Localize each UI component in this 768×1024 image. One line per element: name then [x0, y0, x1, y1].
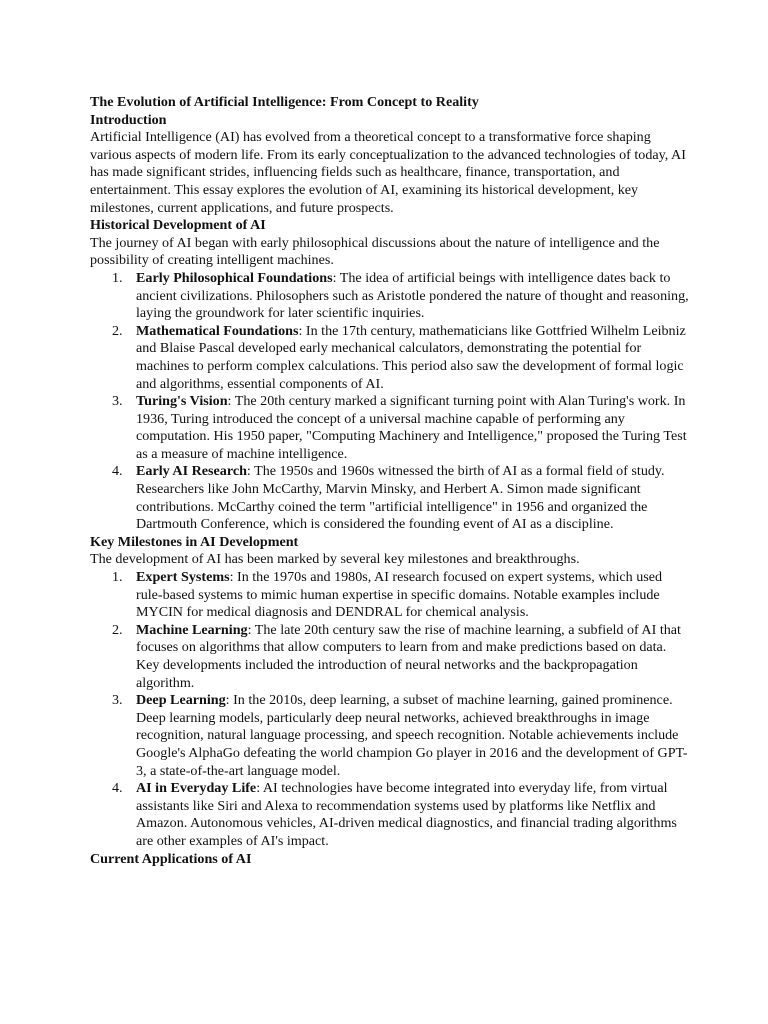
list-item-term: Expert Systems [136, 569, 230, 586]
list-item-text: : The 20th century marked a significant turning point with Alan Turing's work. In 1936, Turing introduced the concept of a universal machine capable of performing any computation. His 1950 paper, "Computing Machinery and Intelligence," proposed the Turing Test as a measure of machine intelligence. [136, 393, 687, 462]
list-item-text: : In the 17th century, mathematicians like Gottfried Wilhelm Leibniz and Blaise Pascal developed early mechanical calculators, demonstrating the potential for machines to perform complex calculations. This period also saw the development of formal logic and algorithms, essential components of AI. [136, 322, 686, 392]
list-item-text: : In the 1970s and 1980s, AI research focused on expert systems, which used rule-based systems to mimic human expertise in specific domains. Notable examples include MYCIN for medical diagnosis and DENDRAL for chemical analysis. [136, 569, 663, 621]
section-heading: Historical Development of AI [90, 217, 266, 234]
list-item [90, 270, 690, 323]
list-item-number: 2. [112, 621, 123, 638]
list-item-number: 1. [112, 569, 123, 586]
list-item-term: AI in Everyday Life [136, 780, 257, 797]
list-item [90, 393, 690, 463]
section-heading: Introduction [90, 111, 167, 128]
section-paragraph: The journey of AI began with early philosophical discussions about the nature of intelligence and the possibility of creating intelligent machines. [90, 234, 660, 269]
document-page [90, 94, 690, 868]
list-item-term: Deep Learning [136, 692, 226, 709]
section-heading: Key Milestones in AI Development [90, 533, 299, 550]
list-item [90, 692, 690, 780]
list-item-term: Mathematical Foundations [136, 322, 299, 339]
list-item-number: 3. [112, 692, 123, 709]
list-item [90, 780, 690, 850]
list-item-number: 4. [112, 463, 123, 480]
list-item [90, 569, 690, 622]
list-item-text: : The late 20th century saw the rise of machine learning, a subfield of AI that focuses on algorithms that allow computers to learn from and make predictions based on data. Key developments included the introduction of neural networks and the backpropagation algorithm. [136, 621, 681, 691]
list-item-text: : In the 2010s, deep learning, a subset of machine learning, gained prominence. Deep learning models, particularly deep neural networks, achieved breakthroughs in image recognition, natural language processing, and speech recognition. Notable achievements include Google's AlphaGo defeating the world champion Go player in 2016 and the development of GPT-3, a state-of-the-art language model. [136, 692, 688, 779]
list-item-term: Early AI Research [136, 463, 247, 480]
section-heading: Current Applications of AI [90, 850, 252, 867]
numbered-list [90, 270, 690, 534]
list-item-number: 4. [112, 780, 123, 797]
document-title: The Evolution of Artificial Intelligence: From Concept to Reality [90, 94, 479, 110]
list-item-number: 3. [112, 393, 123, 410]
list-item-number: 1. [112, 269, 123, 286]
list-item-term: Turing's Vision [136, 393, 228, 410]
list-item-term: Machine Learning [136, 621, 248, 638]
list-item [90, 463, 690, 533]
list-item-text: : The idea of artificial beings with intelligence dates back to ancient civilizations. Philosophers such as Aristotle pondered the nature of thought and reasoning, laying the groundwork for later scientific inquiries. [136, 269, 689, 322]
list-item-text: : The 1950s and 1960s witnessed the birth of AI as a formal field of study. Researchers like John McCarthy, Marvin Minsky, and Herbert A. Simon made significant contributions. McCarthy coined the term "artificial intelligence" in 1956 and organized the Dartmouth Conference, which is considered the founding event of AI as a discipline. [136, 463, 665, 533]
section-paragraph: The development of AI has been marked by several key milestones and breakthroughs. [90, 551, 580, 568]
numbered-list [90, 569, 690, 851]
list-item-text: : AI technologies have become integrated into everyday life, from virtual assistants like Siri and Alexa to recommendation systems used by platforms like Netflix and Amazon. Autonomous vehicles, AI-driven medical diagnostics, and financial trading algorithms are other examples of AI's impact. [136, 780, 677, 849]
list-item [90, 323, 690, 393]
list-item [90, 622, 690, 692]
list-item-number: 2. [112, 322, 123, 339]
document-body [90, 112, 690, 869]
section-paragraph: Artificial Intelligence (AI) has evolved from a theoretical concept to a transformative force shaping various aspects of modern life. From its early conceptualization to the advanced technologies of today, AI has made significant strides, influencing fields such as healthcare, finance, transportation, and entertainment. This essay explores the evolution of AI, examining its historical development, key milestones, current applications, and future prospects. [90, 129, 686, 216]
list-item-term: Early Philosophical Foundations [136, 269, 333, 286]
